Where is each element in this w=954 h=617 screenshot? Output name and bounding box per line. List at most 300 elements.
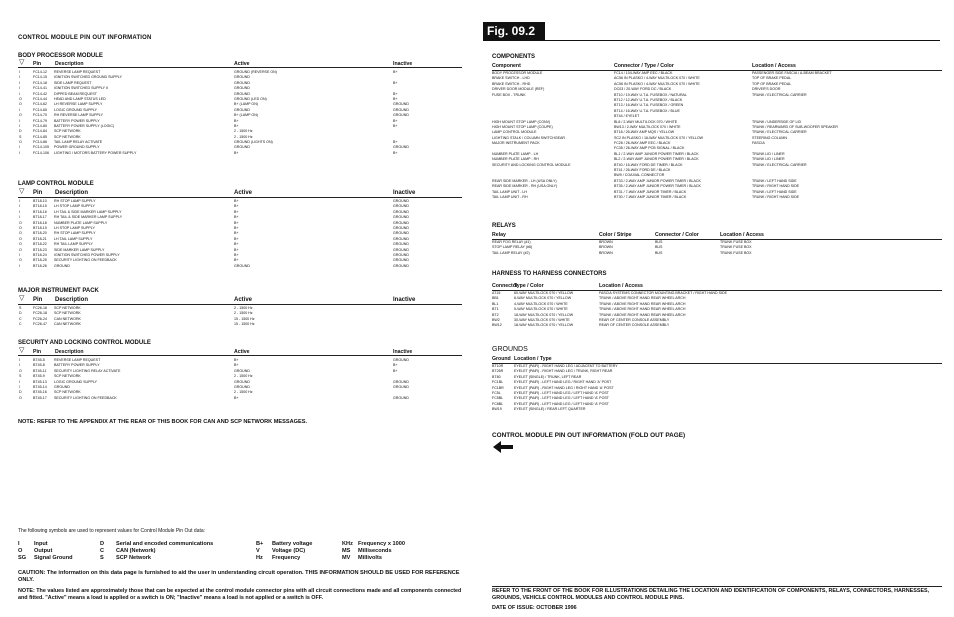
pin-type: I bbox=[19, 363, 20, 368]
pin-type: C bbox=[19, 322, 22, 327]
ground-id: FC8BL bbox=[492, 401, 504, 406]
pin-description: SCP NETWORK bbox=[54, 134, 81, 139]
pin-type: I bbox=[19, 86, 20, 91]
divider bbox=[18, 355, 462, 356]
inactive-value: GROUND bbox=[393, 225, 409, 230]
pin-description: RH STOP LAMP SUPPLY bbox=[54, 199, 96, 203]
connector-id: BW12 bbox=[492, 323, 502, 328]
component-name: LAMP CONTROL MODULE bbox=[492, 130, 537, 135]
triangle-icon: ▽ bbox=[19, 59, 25, 66]
pin-type: O bbox=[19, 247, 22, 252]
location-type: EYELET (PAIR) - LEFT HAND LEG / LEFT HAND 'A' POST bbox=[514, 390, 609, 395]
connector-type: BL1 / 2-WAY AMP JUNIOR POWER TIMER / BLACK bbox=[614, 151, 699, 156]
right-page bbox=[477, 0, 954, 617]
pin-id: FC26-18 bbox=[33, 311, 47, 316]
component-name: NUMBER PLATE LAMP - RH bbox=[492, 157, 539, 162]
location: TRUNK / ELECTRICAL CARRIER bbox=[752, 162, 807, 167]
pin-description: SECURITY LIGHTING ON FEEDBACK bbox=[54, 258, 117, 263]
pin-type: I bbox=[19, 80, 20, 85]
pin-type: O bbox=[19, 242, 22, 247]
location-type: EYELET (SINGLE) / TRUNK, LEFT REAR bbox=[514, 374, 582, 379]
inactive-value: GROUND bbox=[393, 145, 409, 150]
page-title: CONTROL MODULE PIN OUT INFORMATION bbox=[18, 35, 152, 41]
divider bbox=[18, 197, 462, 198]
inactive-value: GROUND bbox=[393, 395, 409, 400]
description-header: Description bbox=[55, 297, 89, 303]
table-row bbox=[492, 195, 942, 200]
location: TRUNK / LEFT HAND SIDE bbox=[752, 178, 797, 183]
inactive-value: B+ bbox=[393, 140, 398, 145]
pin-description: HEAD AND LAMP STATUS LED bbox=[54, 96, 106, 101]
relay-name: STOP LAMP RELAY (#6) bbox=[492, 245, 533, 250]
component-name: HIGH MOUNT STOP LAMP (COUPE) bbox=[492, 124, 553, 129]
location: TRUNK / ABOVE RIGHT HAND REAR WHEEL ARCH bbox=[599, 301, 686, 306]
legend-symbol: KHz bbox=[342, 541, 353, 547]
body-processor-table bbox=[18, 70, 458, 156]
connector-type: FC35 / 26-WAY AMP PCB SIGNAL / BLACK bbox=[614, 146, 685, 151]
pin-id: BT45-11 bbox=[33, 368, 47, 373]
active-value: GROUND bbox=[234, 368, 250, 373]
active-value: GROUND bbox=[234, 107, 250, 112]
active-value: GROUND (LED ON) bbox=[234, 96, 267, 101]
component-name: HIGH MOUNT STOP LAMP (CONV) bbox=[492, 119, 551, 124]
pin-type: C bbox=[19, 316, 22, 321]
connector-header: Connector / Color bbox=[655, 232, 699, 238]
pin-type: I bbox=[19, 263, 20, 268]
pin-id: FC14-41 bbox=[33, 86, 47, 91]
location-header: Location / Type bbox=[514, 356, 552, 362]
pin-id: FC14-62 bbox=[33, 102, 47, 107]
active-value: B+ bbox=[234, 220, 239, 225]
inactive-value: GROUND bbox=[393, 379, 409, 384]
color-stripe: BROWN bbox=[599, 250, 613, 255]
connector-id: BL1 bbox=[492, 301, 499, 306]
active-header: Active bbox=[234, 61, 250, 67]
pin-id: BT45-16 bbox=[33, 390, 47, 395]
inactive-value: GROUND bbox=[393, 113, 409, 118]
pin-description: CAN NETWORK bbox=[54, 322, 81, 327]
component-header: Component bbox=[492, 63, 521, 69]
component-name: LIGHTING STALK / COLUMN SWITCHGEAR bbox=[492, 135, 566, 140]
pin-id: BT45-5 bbox=[33, 358, 45, 362]
location: TRUNK / ABOVE RIGHT HAND REAR WHEEL ARCH bbox=[599, 312, 686, 317]
active-value: GROUND bbox=[234, 263, 250, 268]
location: TRUNK LID / LINER bbox=[752, 151, 785, 156]
location: TRUNK / LEFT HAND SIDE bbox=[752, 189, 797, 194]
active-value: B+ bbox=[234, 252, 239, 257]
pin-description: SIDE LAMP REQUEST bbox=[54, 80, 92, 85]
ground-id: FC5BL bbox=[492, 396, 504, 401]
pin-id: BT45-14 bbox=[33, 384, 47, 389]
active-value: B+ bbox=[234, 231, 239, 236]
active-value: B+ bbox=[234, 209, 239, 214]
connector-type: BL8 / 2-WAY MULTILOCK 070 / WHITE bbox=[614, 119, 678, 124]
ground-id: BT10R bbox=[492, 364, 504, 368]
pin-type: S bbox=[19, 306, 22, 310]
inactive-value: B+ bbox=[393, 150, 398, 155]
location-type: EYELET (PAIR) - RIGHT HAND LEG / ADJACENT TO BATTERY bbox=[514, 364, 618, 368]
pin-type: O bbox=[19, 258, 22, 263]
connector-type: BT40 / 16-WAY FORD DE TIMER / BLACK bbox=[614, 162, 683, 167]
pin-description: SCP NETWORK bbox=[54, 374, 81, 379]
pin-description: SCP NETWORK bbox=[54, 306, 81, 310]
legend-text: Signal Ground bbox=[34, 555, 73, 561]
location: TOP OF BRAKE PEDAL bbox=[752, 81, 792, 86]
inactive-value: GROUND bbox=[393, 384, 409, 389]
legend-text: Frequency x 1000 bbox=[358, 541, 405, 547]
inactive-header: Inactive bbox=[393, 190, 416, 196]
pin-type: O bbox=[19, 220, 22, 225]
location: FASCIA SYSTEMS CONNECTOR MOUNTING BRACKET / RIGHT HAND SIDE bbox=[599, 291, 727, 295]
pin-type: I bbox=[19, 358, 20, 362]
pin-type: I bbox=[19, 379, 20, 384]
pin-type: O bbox=[19, 231, 22, 236]
inactive-value: B+ bbox=[393, 91, 398, 96]
relay-header: Relay bbox=[492, 232, 506, 238]
ground-id: BT80 bbox=[492, 374, 501, 379]
fold-out-label: CONTROL MODULE PIN OUT INFORMATION (FOLD OUT PAGE) bbox=[492, 432, 686, 439]
pin-type: O bbox=[19, 395, 22, 400]
pin-id: BT45-13 bbox=[33, 379, 47, 384]
location: TOP OF BRAKE PEDAL bbox=[752, 76, 792, 81]
pin-id: BT18-10 bbox=[33, 199, 47, 203]
active-value: B+ bbox=[234, 123, 239, 128]
legend-text: Battery voltage bbox=[272, 541, 313, 547]
pin-header: Pin bbox=[33, 297, 43, 303]
triangle-icon: ▽ bbox=[19, 347, 25, 354]
pin-type: O bbox=[19, 236, 22, 241]
inactive-header: Inactive bbox=[393, 61, 413, 67]
pin-type: O bbox=[19, 113, 22, 118]
pin-id: BT18-26 bbox=[33, 263, 47, 268]
pin-description: IGNITION SWITCHED POWER SUPPLY bbox=[54, 252, 120, 257]
active-value: 2 - 1500 Hz bbox=[234, 129, 253, 134]
legend-symbol: C bbox=[100, 548, 105, 554]
active-value: GROUND bbox=[234, 91, 250, 96]
connector-type: BT10 / 19-WAY U.T.A. FUSEBOX / NATURAL bbox=[614, 92, 687, 97]
pin-description: RH TAIL & SIDE MARKER LAMP SUPPLY bbox=[54, 215, 123, 220]
table-row bbox=[492, 251, 942, 256]
pin-id: BT18-25 bbox=[33, 258, 47, 263]
pin-id: FC14-106 bbox=[33, 150, 49, 155]
pin-id: BT18-18 bbox=[33, 220, 47, 225]
pin-description: LOGIC GROUND SUPPLY bbox=[54, 379, 98, 384]
security-title: SECURITY AND LOCKING CONTROL MODULE bbox=[18, 340, 151, 346]
inactive-value: B+ bbox=[393, 118, 398, 123]
inactive-header: Inactive bbox=[393, 349, 413, 355]
inactive-value: GROUND bbox=[393, 263, 409, 268]
grounds-table bbox=[492, 364, 942, 413]
divider bbox=[492, 586, 942, 587]
figure-badge: Fig. 09.2 bbox=[483, 22, 545, 41]
components-table bbox=[492, 71, 942, 200]
pin-type: I bbox=[19, 145, 20, 150]
legend-text: Serial and encoded communications bbox=[116, 541, 214, 547]
pin-description: SCP NETWORK bbox=[54, 129, 81, 134]
legend-symbol: D bbox=[100, 541, 105, 547]
pin-type: I bbox=[19, 107, 20, 112]
inactive-value: B+ bbox=[393, 80, 398, 85]
connector-type: AC56 IN PLASKO / 4-WAY MULTILOCK 070 / WHITE bbox=[614, 81, 700, 86]
pin-id: FC26-24 bbox=[33, 316, 47, 321]
location-type: EYELET (PAIR) - LEFT HAND LEG / LEFT HAND 'A' POST bbox=[514, 401, 609, 406]
pin-type: I bbox=[19, 118, 20, 123]
caution-text: CAUTION: The information on this data page is furnished to aid the user in understanding circuit operation. THIS INFORMATION SHOULD BE USED FOR REFERENCE ONLY. bbox=[18, 570, 460, 583]
legend-symbol: SG bbox=[18, 555, 27, 561]
pin-type: I bbox=[19, 215, 20, 220]
divider bbox=[545, 40, 940, 41]
ground-header: Ground bbox=[492, 356, 511, 362]
active-value: B+ bbox=[234, 363, 239, 368]
active-value: 15 - 1500 Hz bbox=[234, 316, 255, 321]
legend-text: CAN (Network) bbox=[116, 548, 156, 554]
body-processor-title: BODY PROCESSOR MODULE bbox=[18, 53, 103, 59]
type-color: 5-WAY MULTILOCK 070 / WHITE bbox=[514, 307, 568, 312]
connector-type: BT18 / 26-WAY AMP MQS / YELLOW bbox=[614, 130, 675, 135]
type-color: 6-WAY MULTILOCK 070 / YELLOW bbox=[514, 296, 572, 301]
connector-color: BUS bbox=[655, 245, 663, 250]
relay-name: REAR FOG RELAY (#1) bbox=[492, 240, 531, 244]
location: TRUNK / UNDERSIDE OF LID bbox=[752, 119, 802, 124]
component-name: REAR SIDE MARKER - LH (USA ONLY) bbox=[492, 178, 557, 183]
location-type: EYELET (PAIR) - RIGHT HAND LEG / TRUNK, RIGHT REAR bbox=[514, 369, 613, 374]
ground-id: FC1BL bbox=[492, 380, 504, 385]
table-row bbox=[18, 151, 458, 156]
location: TRUNK LID / LINER bbox=[752, 157, 785, 162]
type-color: 4-WAY MULTILOCK 070 / WHITE bbox=[514, 301, 568, 306]
description-header: Description bbox=[55, 349, 84, 355]
pin-description: REVERSE LAMP REQUEST bbox=[54, 358, 101, 362]
location: DRIVER'S DOOR bbox=[752, 87, 781, 92]
location-type: EYELET (PAIR) - RIGHT HAND LEG / RIGHT HAND 'A' POST bbox=[514, 385, 614, 390]
pin-description: IGNITION SWITCHED SUPPLY II bbox=[54, 86, 108, 91]
pin-id: BT45-8 bbox=[33, 363, 45, 368]
pin-description: RH STOP LAMP SUPPLY bbox=[54, 231, 96, 236]
active-value: B+ bbox=[234, 118, 239, 123]
instrument-pack-table bbox=[18, 306, 458, 328]
relays-table bbox=[492, 240, 942, 256]
pin-description: LH TAIL & SIDE MARKER LAMP SUPPLY bbox=[54, 209, 122, 214]
location-type: EYELET (PAIR) - LEFT HAND LEG / LEFT HAND 'A' POST bbox=[514, 396, 609, 401]
location: TRUNK FUSE BOX bbox=[720, 250, 752, 255]
location: FASCIA bbox=[752, 141, 765, 146]
pin-id: FC14-70 bbox=[33, 113, 47, 118]
connector-type: BL2 / 2-WAY AMP JUNIOR POWER TIMER / BLACK bbox=[614, 157, 699, 162]
date-of-issue: DATE OF ISSUE: OCTOBER 1996 bbox=[492, 605, 577, 611]
pin-description: SIDE MARKER LAMP SUPPLY bbox=[54, 247, 105, 252]
pin-id: BT18-24 bbox=[33, 252, 47, 257]
connector-id: BT1 bbox=[492, 307, 499, 312]
active-value: B+ bbox=[234, 215, 239, 220]
pin-description: POWER GROUND SUPPLY bbox=[54, 145, 100, 150]
legend-symbol: MS bbox=[342, 548, 351, 554]
pin-type: I bbox=[19, 91, 20, 96]
location: TRUNK / ABOVE RIGHT HAND REAR WHEEL ARCH bbox=[599, 296, 686, 301]
refer-text: REFER TO THE FRONT OF THE BOOK FOR ILLUSTRATIONS DETAILING THE LOCATION AND IDENTIFICATION OF COMPONENTS, RELAYS, CONNECTORS, HARNESSES, GROUNDS, VEHICLE CONTROL MODULES AND CONTROL MODULE PINS. bbox=[492, 588, 930, 601]
inactive-value: B+ bbox=[393, 363, 398, 368]
active-value: GROUND bbox=[234, 379, 250, 384]
pin-type: I bbox=[19, 150, 20, 155]
pin-description: SCP NETWORK bbox=[54, 390, 81, 395]
connector-type: BT44 / EYELET bbox=[614, 114, 640, 119]
inactive-value: GROUND bbox=[393, 209, 409, 214]
legend-symbol: S bbox=[100, 555, 104, 561]
triangle-icon: ▽ bbox=[19, 188, 25, 195]
pin-description: BATTERY POWER SUPPLY (LOGIC) bbox=[54, 123, 115, 128]
active-value: GROUND bbox=[234, 86, 250, 91]
pin-description: LH TAIL LAMP SUPPLY bbox=[54, 236, 93, 241]
pin-type: O bbox=[19, 368, 22, 373]
active-value: GROUND bbox=[234, 384, 250, 389]
pin-id: BT18-20 bbox=[33, 231, 47, 236]
location-type: EYELET (SINGLE) / REAR LEFT QUARTER bbox=[514, 407, 586, 412]
active-value: 2 - 1500 Hz bbox=[234, 311, 253, 316]
table-row bbox=[492, 407, 942, 412]
active-value: GROUND bbox=[234, 75, 250, 80]
pin-type: I bbox=[19, 75, 20, 80]
pin-description: DIPPED BEAM REQUEST bbox=[54, 91, 97, 96]
connector-type: DC03 / 20-WAY FORD DC / BLACK bbox=[614, 87, 672, 92]
ground-id: BW19 bbox=[492, 407, 502, 412]
location-header: Location / Access bbox=[599, 283, 643, 289]
active-value: GROUND (REVERSE ON) bbox=[234, 70, 277, 74]
connector-type: BT13 / 16-WAY U.T.A. FUSEBOX / GREEN bbox=[614, 103, 684, 108]
legend-symbol: Hz bbox=[256, 555, 263, 561]
legend-text: Milliseconds bbox=[358, 548, 392, 554]
pin-type: I bbox=[19, 123, 20, 128]
pin-type: I bbox=[19, 209, 20, 214]
pin-id: BT18-15 bbox=[33, 204, 47, 209]
connector-type: BT41 / 26-WAY FORD DE / BLACK bbox=[614, 168, 671, 173]
location: TRUNK / ELECTRICAL CARRIER bbox=[752, 92, 807, 97]
active-value: B+ (LAMP ON) bbox=[234, 102, 258, 107]
location: TRUNK / ABOVE RIGHT HAND REAR WHEEL ARCH bbox=[599, 307, 686, 312]
inactive-value: GROUND bbox=[393, 220, 409, 225]
inactive-value: GROUND bbox=[393, 215, 409, 220]
pin-id: BT18-22 bbox=[33, 242, 47, 247]
description-header: Description bbox=[55, 190, 89, 196]
ground-id: BT26R bbox=[492, 369, 504, 374]
legend-symbol: O bbox=[18, 548, 23, 554]
active-value: B+ bbox=[234, 225, 239, 230]
active-value: B+ bbox=[234, 358, 239, 362]
color-header: Color / Stripe bbox=[599, 232, 632, 238]
pin-id: FC14-105 bbox=[33, 145, 49, 150]
divider bbox=[18, 304, 462, 305]
location: REAR OF CENTER CONSOLE ASSEMBLY bbox=[599, 317, 670, 322]
location-header: Location / Access bbox=[720, 232, 764, 238]
inactive-value: B+ bbox=[393, 96, 398, 101]
inactive-value: GROUND bbox=[393, 242, 409, 247]
relay-name: TAIL LAMP RELAY (#2) bbox=[492, 250, 530, 255]
active-value: B+ bbox=[234, 204, 239, 209]
location: TRUNK / REARWARD OF SUB-WOOFER SPEAKER bbox=[752, 124, 838, 129]
pin-description: SECURITY LIGHTING RELAY ACTIVATE bbox=[54, 368, 121, 373]
component-name: FUSE BOX - TRUNK bbox=[492, 92, 526, 97]
pin-description: RH TAIL LAMP SUPPLY bbox=[54, 242, 93, 247]
component-name: DRIVER DOOR MODULE (REF) bbox=[492, 87, 545, 92]
pin-id: FC26-47 bbox=[33, 322, 47, 327]
pin-header: Pin bbox=[33, 349, 42, 355]
security-table bbox=[18, 358, 458, 401]
location: STEERING COLUMN bbox=[752, 135, 787, 140]
component-name: BRAKE SWITCH - RHD bbox=[492, 81, 531, 86]
component-name: BODY PROCESSOR MODULE bbox=[492, 71, 543, 75]
pin-type: I bbox=[19, 199, 20, 203]
pin-id: FC14-86 bbox=[33, 140, 47, 145]
pin-type: I bbox=[19, 204, 20, 209]
pin-description: IGNITION SWITCHED GROUND SUPPLY bbox=[54, 75, 123, 80]
active-value: 15 - 1500 Hz bbox=[234, 322, 255, 327]
component-name: TAIL LAMP UNIT - RH bbox=[492, 194, 528, 199]
active-value: B+ bbox=[234, 258, 239, 263]
connector-type: FC26 / 26-WAY AMP EEC / BLACK bbox=[614, 141, 671, 146]
table-row bbox=[18, 396, 458, 401]
component-name: MAJOR INSTRUMENT PACK bbox=[492, 141, 540, 146]
pin-id: BT18-23 bbox=[33, 247, 47, 252]
pin-id: FC26-16 bbox=[33, 306, 47, 310]
pin-description: SCP NETWORK bbox=[54, 311, 81, 316]
component-name: NUMBER PLATE LAMP - LH bbox=[492, 151, 539, 156]
legend-text: Voltage (DC) bbox=[272, 548, 306, 554]
components-title: COMPONENTS bbox=[492, 54, 536, 60]
location: TRUNK FUSE BOX bbox=[720, 245, 752, 250]
pin-type: D bbox=[19, 390, 22, 395]
pin-description: LH REVERSE LAMP SUPPLY bbox=[54, 102, 103, 107]
connector-id: BT2 bbox=[492, 312, 499, 317]
component-name: BRAKE SWITCH - LHD bbox=[492, 76, 530, 81]
pin-description: TAIL LAMP RELAY ACTIVATE bbox=[54, 140, 103, 145]
color-stripe: BROWN bbox=[599, 245, 613, 250]
legend-text: SCP Network bbox=[116, 555, 152, 561]
appendix-note: NOTE: REFER TO THE APPENDIX AT THE REAR OF THIS BOOK FOR CAN AND SCP NETWORK MESSAGES. bbox=[18, 419, 308, 425]
inactive-value: GROUND bbox=[393, 107, 409, 112]
legend-intro: The following symbols are used to represent values for Control Module Pin Out data: bbox=[18, 528, 206, 534]
active-value: GROUND bbox=[234, 80, 250, 85]
legend-text: Output bbox=[34, 548, 53, 554]
connector-type: AC56 IN PLASKO / 4-WAY MULTILOCK 070 / WHITE bbox=[614, 76, 700, 81]
ground-id: FC1BR bbox=[492, 385, 504, 390]
pin-type: D bbox=[19, 129, 22, 134]
connector-type: BT33 / 2-WAY AMP JUNIOR POWER TIMER / BLACK bbox=[614, 178, 701, 183]
pin-type: I bbox=[19, 252, 20, 257]
pin-description: LOGIC GROUND SUPPLY bbox=[54, 107, 98, 112]
pin-description: GROUND bbox=[54, 384, 70, 389]
connector-header: Connector / Type / Color bbox=[614, 63, 674, 69]
table-row bbox=[18, 264, 458, 269]
connector-color: BUS bbox=[655, 240, 663, 244]
active-value: 2 - 1500 Hz bbox=[234, 134, 253, 139]
location: TRUNK / RIGHT HAND SIDE bbox=[752, 194, 800, 199]
pin-id: FC14-84 bbox=[33, 129, 47, 134]
active-header: Active bbox=[234, 190, 253, 196]
inactive-value: B+ bbox=[393, 70, 398, 74]
pin-type: O bbox=[19, 96, 22, 101]
pin-description: CAN NETWORK bbox=[54, 316, 81, 321]
type-color: 30-WAY MULTILOCK 070 / WHITE bbox=[514, 317, 570, 322]
connector-type: BW9 / COAXIAL CONNECTOR bbox=[614, 173, 665, 178]
active-value: B+ bbox=[234, 247, 239, 252]
arrow-left-icon[interactable] bbox=[492, 440, 514, 454]
active-value: 2 - 1500 Hz bbox=[234, 306, 253, 310]
inactive-value: GROUND bbox=[393, 358, 409, 362]
active-value: GROUND (LIGHTS ON) bbox=[234, 140, 273, 145]
pin-id: BT45-9 bbox=[33, 374, 45, 379]
connector-id: AT15 bbox=[492, 291, 501, 295]
location-header: Location / Access bbox=[752, 63, 796, 69]
instrument-pack-title: MAJOR INSTRUMENT PACK bbox=[18, 288, 99, 294]
connector-type: BT12 / 12-WAY U.T.A. FUSEBOX / BLACK bbox=[614, 97, 683, 102]
